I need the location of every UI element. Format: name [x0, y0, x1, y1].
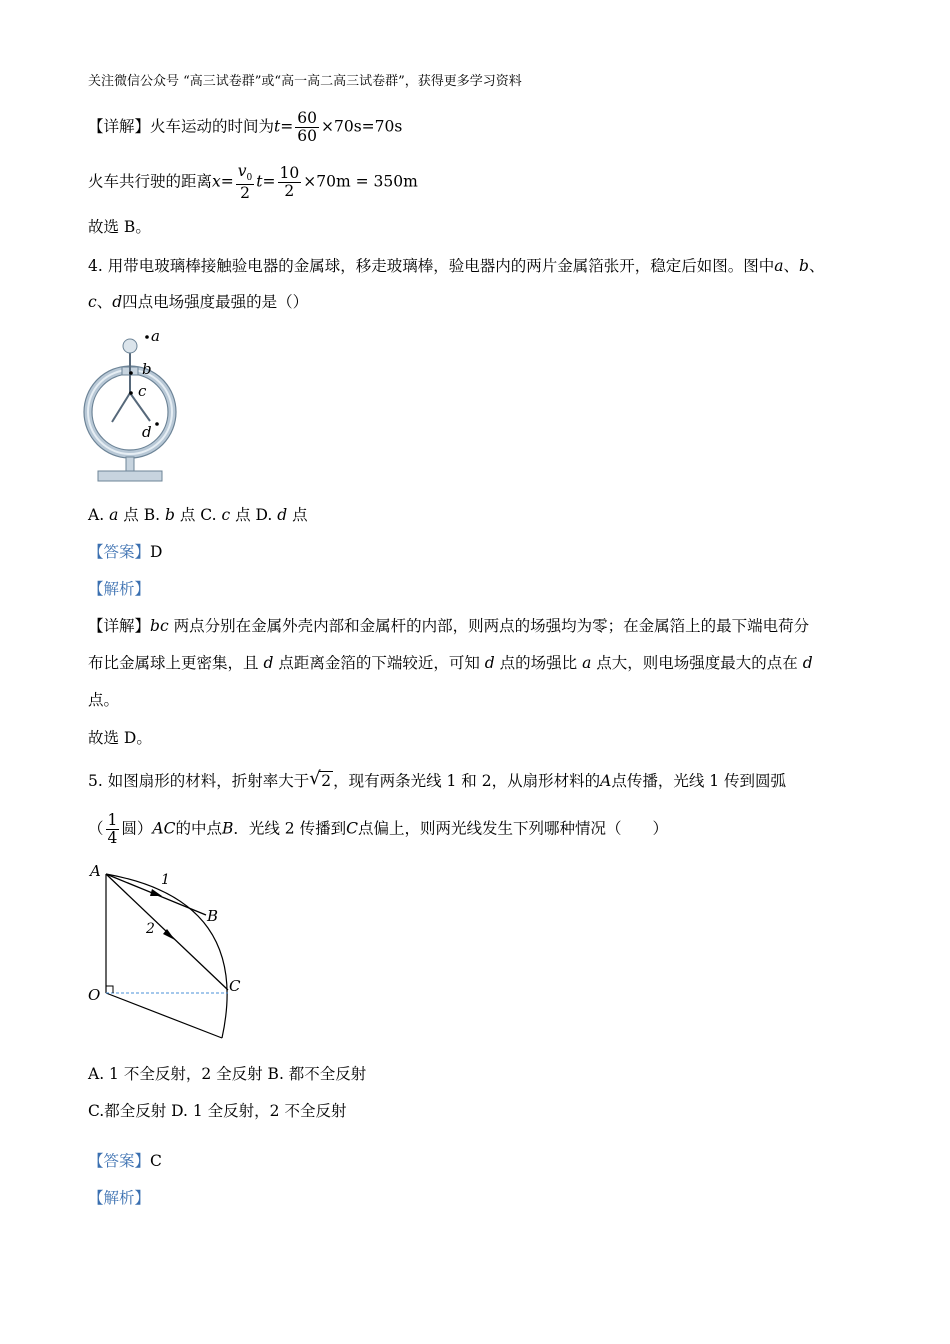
label-b: b	[142, 360, 152, 378]
label-ray-1: 1	[161, 872, 170, 888]
label-B: B	[207, 907, 219, 925]
right-angle-mark	[106, 986, 113, 993]
time-text: 火车运动的时间为	[150, 117, 275, 136]
q4-detail-line2: 布比金属球上更密集，且 d 点距离金箔的下端较近，可知 d 点的场强比 a 点大，则电场强度最大的点在 d	[88, 654, 813, 672]
fraction: $\frac{60}{60}$	[297, 109, 317, 146]
electroscope-stem	[126, 457, 134, 471]
q5-options-line2: C.都全反射 D. 1 全反射，2 不全反射	[88, 1102, 347, 1120]
q4-choose: 故选 D。	[88, 729, 152, 747]
q5-analysis-tag: 【解析】	[88, 1189, 151, 1207]
q4-analysis-tag: 【解析】	[88, 580, 151, 598]
q4-detail-line3: 点。	[88, 691, 120, 709]
q5-options-line1: A. 1 不全反射，2 全反射 B. 都不全反射	[88, 1065, 367, 1083]
electroscope-base	[98, 471, 162, 481]
q5-stem-line1: 5. 如图扇形的材料，折射率大于 √ 2 ，现有两条光线 1 和 2，从扇形材料的A点传播，光线 1 传到圆弧	[88, 768, 787, 790]
point-d	[155, 422, 159, 426]
q4-stem-line1: 4. 用带电玻璃棒接触验电器的金属球，移走玻璃棒，验电器内的两片金属箔张开，稳定后如图。图中a、b、	[88, 257, 825, 275]
label-C: C	[229, 977, 241, 995]
page-header: 关注微信公众号 “高三试卷群”或“高一高二高三试卷群”，获得更多学习资料	[88, 74, 522, 89]
sqrt: √ 2	[309, 768, 332, 790]
electroscope-figure	[80, 325, 190, 487]
fraction: $\frac{10}{2}$	[279, 163, 300, 201]
fraction: $\frac{1}{4}$	[107, 811, 118, 848]
point-b	[129, 371, 133, 375]
label-ray-2: 2	[146, 921, 155, 937]
sector-figure	[82, 860, 252, 1042]
q3-time-line: 【详解】火车运动的时间为t= $\frac{60}{60}$ ×70s=70s	[88, 109, 403, 146]
label-d: d	[142, 423, 152, 441]
q3-choose: 故选 B。	[88, 218, 151, 236]
q4-answer: 【答案】D	[88, 543, 163, 561]
label-c: c	[138, 382, 147, 400]
edge-bottom	[106, 993, 222, 1038]
q5-stem-line2: （ $\frac{1}{4}$ 圆）AC的中点B．光线 2 传播到C点偏上，则两光线发生下列哪种情况（ ）	[88, 811, 668, 848]
point-a	[145, 335, 149, 339]
q4-options: A. a 点 B. b 点 C. c 点 D. d 点	[88, 506, 308, 524]
detail-tag: 【详解】	[88, 117, 151, 136]
label-a: a	[151, 327, 160, 345]
q4-detail-line1: 【详解】bc 两点分别在金属外壳内部和金属杆的内部，则两点的场强均为零；在金属箔上的最下端电荷分	[88, 617, 810, 635]
fraction: $\frac{v_0}{2}$	[237, 162, 253, 202]
label-O: O	[88, 986, 101, 1004]
q3-distance-line: 火车共行驶的距离x= $\frac{v_0}{2}$ t= $\frac{10}{2}$ ×70m = 350m	[88, 162, 418, 202]
point-c	[129, 391, 133, 395]
electroscope-ball	[123, 339, 137, 353]
q5-answer: 【答案】C	[88, 1152, 162, 1170]
q4-stem-line2: c、d四点电场强度最强的是（）	[88, 293, 309, 311]
label-A: A	[90, 862, 101, 880]
